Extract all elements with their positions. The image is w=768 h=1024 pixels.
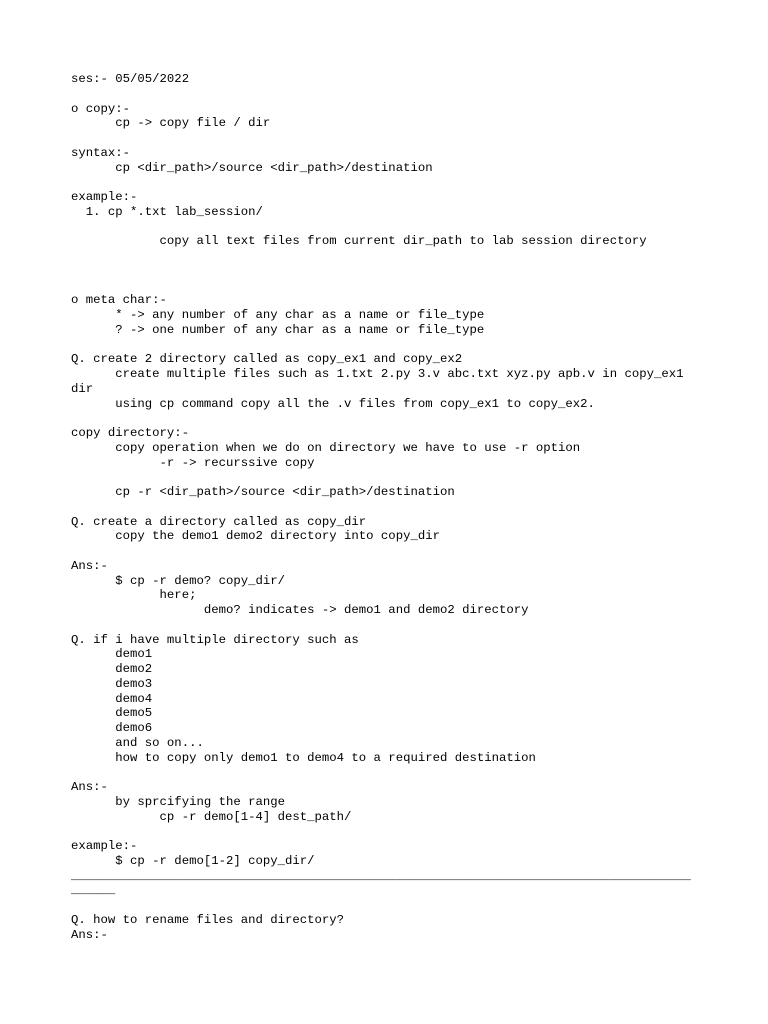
text-line: cp <dir_path>/source <dir_path>/destination [71,160,433,175]
text-line: cp -> copy file / dir [71,116,271,131]
blank-line [71,131,711,146]
text-line: copy the demo1 demo2 directory into copy_dir [71,529,440,544]
text-line: demo6 [71,721,153,735]
text-line: Ans:- [71,780,108,794]
text-line: how to copy only demo1 to demo4 to a required destination [71,750,536,765]
text-line: create multiple files such as 1.txt 2.py 3.v abc.txt xyz.py apb.v in copy_ex1 [71,367,684,381]
text-line: demo4 [71,691,153,706]
text-line: syntax:- [71,145,131,160]
blank-line [71,765,711,780]
blank-line [71,249,711,264]
text-line: demo1 [71,647,153,662]
blank-line [71,898,711,913]
blank-line [71,470,711,485]
text-line: ? -> one number of any char as a name or file_type [71,322,485,337]
text-line: Q. if i have multiple directory such as [71,632,359,647]
text-line: Ans:- [71,558,108,573]
text-line: copy directory:- [71,426,190,440]
text-line: Q. create a directory called as copy_dir [71,514,367,529]
text-line: using cp command copy all the .v files from copy_ex1 to copy_ex2. [71,396,595,411]
text-line: demo? indicates -> demo1 and demo2 directory [71,603,529,617]
text-line: o copy:- [71,101,131,116]
text-line: dir [71,381,94,396]
blank-line [71,264,711,279]
text-line: -r -> recurssive copy [71,455,315,470]
blank-line [71,411,711,426]
text-line: and so on... [71,735,204,750]
text-line: demo2 [71,662,153,676]
blank-line [71,500,711,515]
text-line: cp -r <dir_path>/source <dir_path>/destination [71,485,455,499]
blank-line [71,87,711,102]
text-line: $ cp -r demo[1-2] copy_dir/ [71,853,315,868]
text-line: copy operation when we do on directory we have to use -r option [71,440,581,455]
blank-line [71,279,711,294]
text-line: by sprcifying the range [71,794,286,809]
text-line: ______ [71,883,116,898]
text-line: Q. how to rename files and directory? [71,912,345,927]
text-line: ____________________________________________________________________________________ [71,868,691,883]
text-line: Ans:- [71,927,108,942]
text-line: example:- [71,190,138,204]
text-line: o meta char:- [71,293,167,308]
text-line: demo3 [71,676,153,691]
text-line: copy all text files from current dir_path to lab session directory [71,234,647,249]
document-body [71,72,711,942]
text-line: * -> any number of any char as a name or file_type [71,308,485,322]
text-line: here; [71,588,197,603]
blank-line [71,618,711,633]
blank-line [71,338,711,353]
text-line: example:- [71,839,138,853]
blank-line [71,220,711,235]
text-line: demo5 [71,706,153,721]
text-line: cp -r demo[1-4] dest_path/ [71,809,352,824]
text-line: 1. cp *.txt lab_session/ [71,204,263,219]
blank-line [71,824,711,839]
blank-line [71,544,711,559]
text-line: ses:- 05/05/2022 [71,72,190,86]
text-line: $ cp -r demo? copy_dir/ [71,573,286,588]
text-line: Q. create 2 directory called as copy_ex1 and copy_ex2 [71,352,463,367]
blank-line [71,175,711,190]
